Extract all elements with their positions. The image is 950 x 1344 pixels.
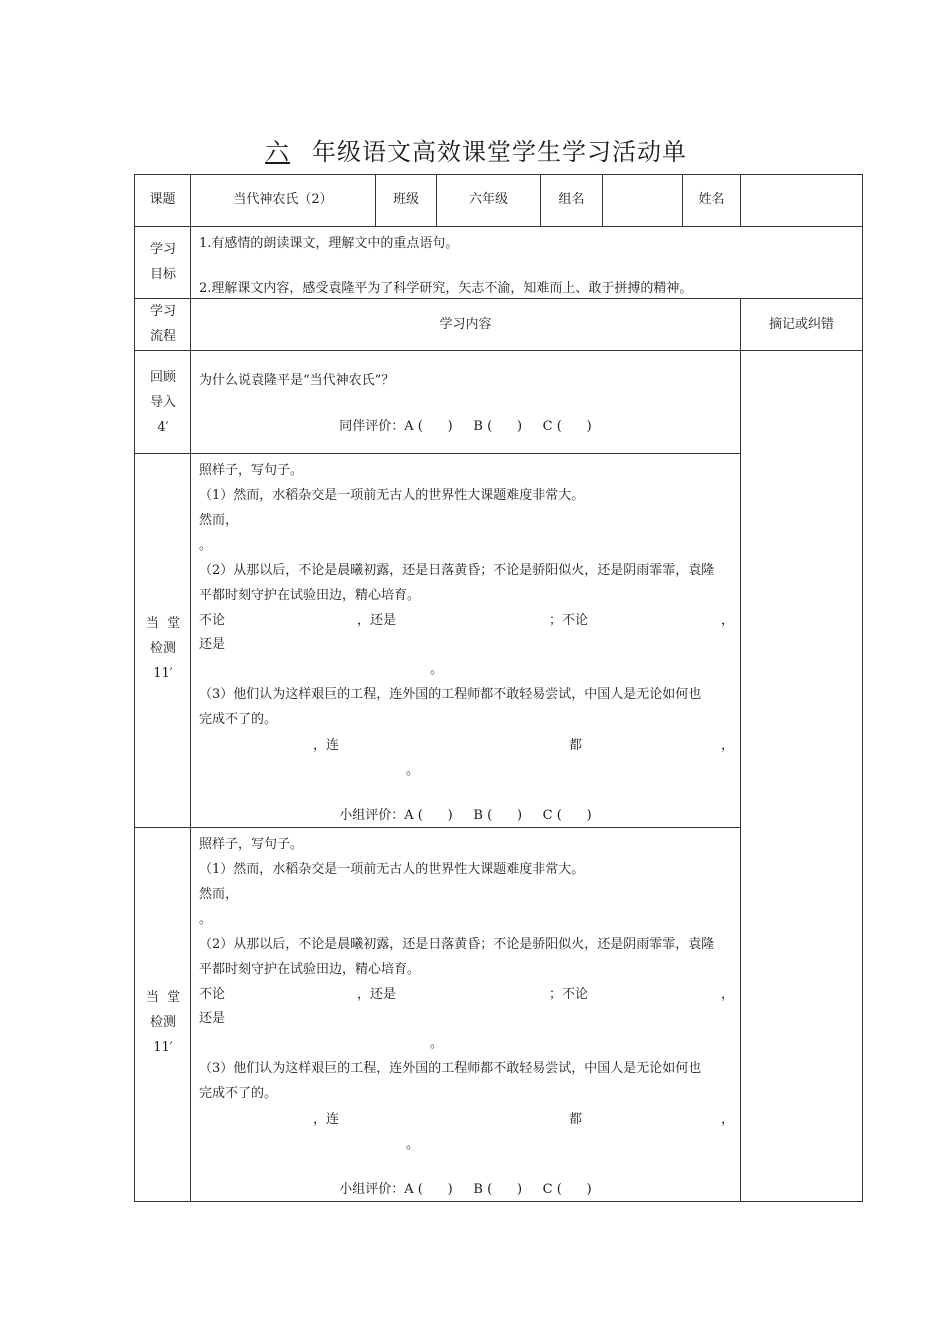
sentence-2-blank-b[interactable]: ，还是 [357,987,397,1002]
sentence-2-blank-e[interactable]: 还是 [199,1011,226,1026]
sentence-3-blank-b[interactable]: 都 [569,738,583,753]
sentence-2-blank-c[interactable]: ；不论 [549,987,589,1002]
class-value: 六年级 [468,192,508,207]
sentence-3-line-1: （3）他们认为这样艰巨的工程，连外国的工程师都不敢轻易尝试，中国人是无论如何也 [199,687,702,702]
goal-item-2: 2.理解课文内容，感受袁隆平为了科学研究，矢志不渝，知难而上、敢于拼搏的精神。 [199,281,693,296]
page-title [0,132,950,167]
sentence-1-end: 。 [199,538,213,553]
test-label: 当 堂 检测 11′ [145,990,181,1055]
topic-label: 课题 [149,192,176,207]
process-label: 学习 流程 [149,304,176,344]
sentence-3-line-2: 完成不了的。 [199,712,278,727]
goals-label: 学习 目标 [149,242,176,282]
sentence-2-blank-d: ， [721,987,735,1002]
notes-area[interactable] [741,351,862,1201]
sentence-3-blank-c: ， [721,738,735,753]
sentence-1-blank[interactable]: 然而， [199,887,239,902]
sentence-1-end: 。 [199,912,213,927]
sentence-2-end: 。 [430,662,444,677]
sentence-2-line-1: （2）从那以后，不论是晨曦初露，还是日落黄昏；不论是骄阳似火，还是阴雨霏霏，袁隆 [199,937,715,952]
sentence-3-end: 。 [406,763,420,778]
sentence-1-blank[interactable]: 然而， [199,513,239,528]
goal-item-1: 1.有感情的朗读课文，理解文中的重点语句。 [199,236,459,251]
sentence-2-blank-d: ， [721,613,735,628]
sentence-3-line-2: 完成不了的。 [199,1086,278,1101]
sentence-3-blank-b[interactable]: 都 [569,1112,583,1127]
test-intro: 照样子，写句子。 [199,463,304,478]
topic-value: 当代神农氏（2） [233,192,333,207]
test-label: 当 堂 检测 11′ [145,616,181,681]
sentence-2-line-2: 平都时刻守护在试验田边，精心培育。 [199,588,421,603]
sentence-1: （1）然而，水稻杂交是一项前无古人的世界性大课题难度非常大。 [199,862,585,877]
sentence-3-end: 。 [406,1137,420,1152]
content-header: 学习内容 [439,317,492,332]
sentence-3-blank-a[interactable]: ，连 [313,738,340,753]
sentence-2-blank-e[interactable]: 还是 [199,637,226,652]
sentence-1: （1）然而，水稻杂交是一项前无古人的世界性大课题难度非常大。 [199,488,585,503]
review-label: 回顾 导入 4′ [149,370,176,435]
sentence-2-blank-c[interactable]: ；不论 [549,613,589,628]
sentence-2-line-1: （2）从那以后，不论是晨曦初露，还是日落黄昏；不论是骄阳似火，还是阴雨霏霏，袁隆 [199,563,715,578]
sentence-2-blank-a[interactable]: 不论 [199,987,226,1002]
sentence-3-blank-a[interactable]: ，连 [313,1112,340,1127]
group-evaluation[interactable]: 小组评价：A ( ) B ( ) C ( ) [339,808,592,823]
group-evaluation[interactable]: 小组评价：A ( ) B ( ) C ( ) [339,1182,592,1197]
sentence-3-line-1: （3）他们认为这样艰巨的工程，连外国的工程师都不敢轻易尝试，中国人是无论如何也 [199,1061,702,1076]
sentence-2-end: 。 [430,1036,444,1051]
sentence-2-blank-b[interactable]: ，还是 [357,613,397,628]
peer-evaluation[interactable]: 同伴评价：A ( ) B ( ) C ( ) [339,419,592,434]
review-question: 为什么说袁隆平是“当代神农氏”？ [199,373,395,388]
title-text: 年级语文高效课堂学生学习活动单 [312,138,687,166]
sentence-2-line-2: 平都时刻守护在试验田边，精心培育。 [199,962,421,977]
group-label: 组名 [558,192,585,207]
class-label: 班级 [392,192,419,207]
test-intro: 照样子，写句子。 [199,837,304,852]
name-label: 姓名 [698,192,725,207]
grade-value: 六 [265,138,290,166]
notes-header: 摘记或纠错 [768,317,834,332]
sentence-3-blank-c: ， [721,1112,735,1127]
sentence-2-blank-a[interactable]: 不论 [199,613,226,628]
